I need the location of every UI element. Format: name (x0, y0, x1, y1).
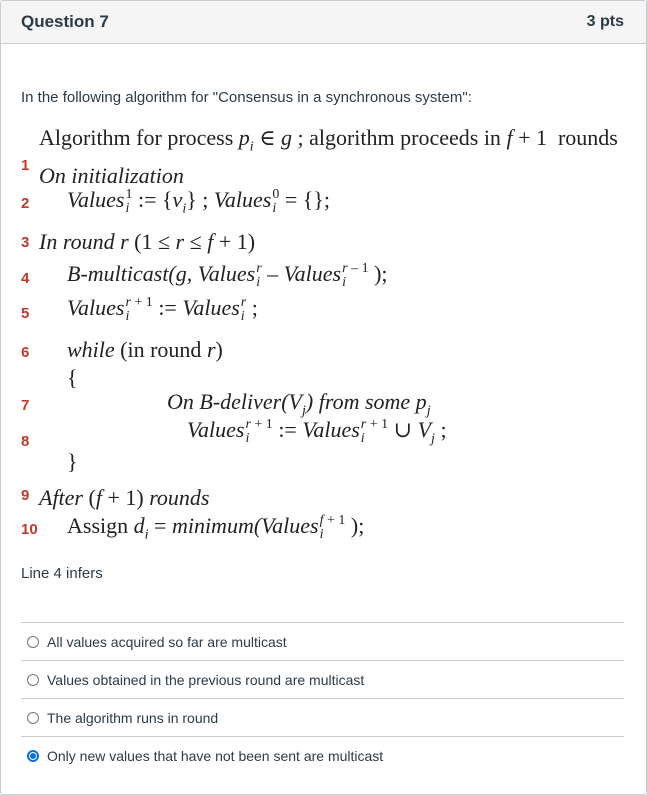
line-number-9: 9 (21, 487, 30, 504)
algorithm-line-6: while (in round r) (67, 337, 223, 362)
algorithm-line-3: In round r (1 ≤ r ≤ f + 1) (39, 229, 256, 254)
line-number-10: 10 (21, 521, 38, 538)
answer-option[interactable] (21, 698, 624, 736)
answer-option-selected[interactable] (21, 736, 624, 774)
radio-button[interactable] (27, 674, 39, 686)
algorithm-line-1: On initialization (39, 163, 184, 188)
answer-option[interactable] (21, 660, 624, 698)
line-number-7: 7 (21, 397, 30, 414)
radio-button[interactable] (27, 712, 39, 724)
question-title: Question 7 (21, 12, 109, 31)
algorithm-line-8: Values r + 1 i := Values r + 1 i ∪ $V_j$ ; (187, 416, 447, 447)
algorithm-line-10: Assign $d_i$ = minimum(Values f + 1 i ); (67, 512, 365, 543)
answer-label: The algorithm runs in round (47, 709, 219, 726)
radio-button[interactable] (27, 636, 39, 648)
close-brace: } (67, 449, 78, 474)
line-number-3: 3 (21, 234, 30, 251)
algorithm-line-7: On $B-deliver(V_j)$ from some $p_j$ (167, 389, 431, 419)
answer-label: All values acquired so far are multicast (47, 633, 287, 650)
answer-label: Values obtained in the previous round are multicast (47, 671, 365, 688)
answer-label: Only new values that have not been sent are multicast (47, 747, 384, 764)
answer-list (21, 622, 624, 774)
algorithm-line-9: After (f + 1) rounds (39, 485, 210, 510)
open-brace: { (67, 365, 78, 390)
line-number-8: 8 (21, 433, 30, 450)
line-number-2: 2 (21, 195, 30, 212)
line-number-4: 4 (21, 270, 30, 287)
line-number-6: 6 (21, 344, 30, 361)
answer-option[interactable] (21, 622, 624, 660)
algorithm-line-4: B-multicast(g, Values r i – Values r – 1 i ); (67, 260, 388, 290)
line-number-1: 1 (21, 157, 30, 174)
question-intro: In the following algorithm for "Consensus in a synchronous system": (21, 89, 472, 106)
algorithm-header: Algorithm for process $p_i$ ∈ g ; algorithm proceeds in f + 1 rounds (39, 125, 618, 155)
radio-button-selected[interactable] (27, 750, 39, 762)
line-number-5: 5 (21, 305, 30, 322)
question-header (1, 1, 646, 44)
question-prompt: Line 4 infers (21, 565, 103, 582)
algorithm-line-2: Values 1 i := $\{v_i\}$ ; Values 0 i = {}; (67, 186, 330, 217)
algorithm-line-5: Values r + 1 i := Values r i ; (67, 294, 258, 324)
algorithm-figure (1, 119, 646, 549)
question-points: 3 pts (586, 13, 624, 30)
